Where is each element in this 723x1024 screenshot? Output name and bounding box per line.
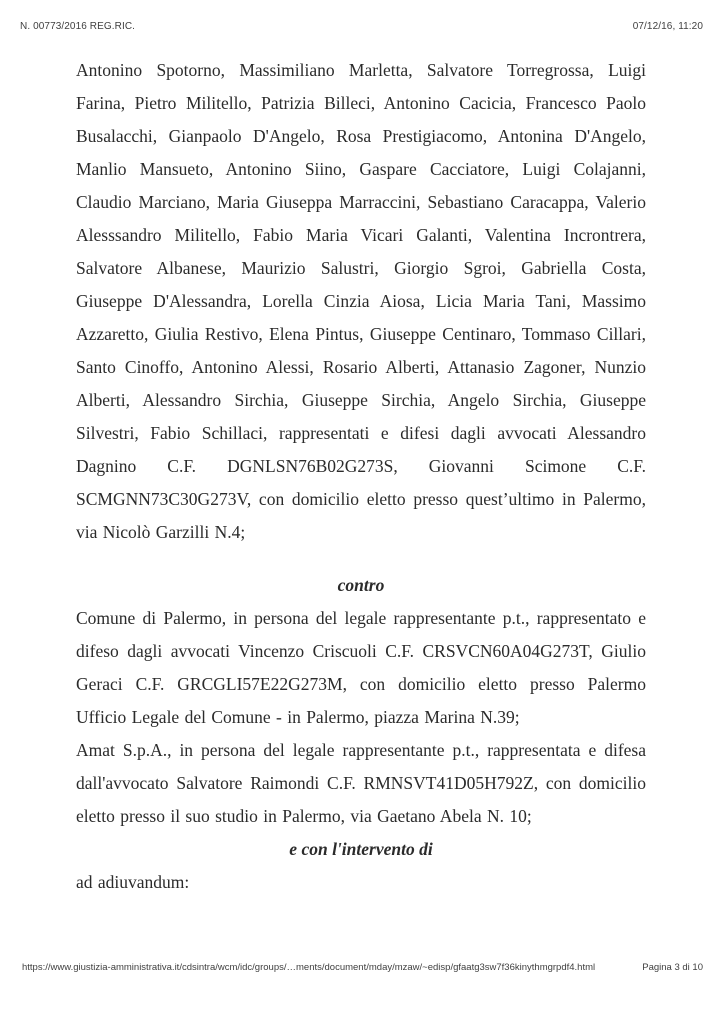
parties-appellants-paragraph: Antonino Spotorno, Massimiliano Marletta, Salvatore Torregrossa, Luigi Farina, Pietro Militello, Patrizia Billeci, Antonino Cacicia, Francesco Paolo Busalacchi, Gianpaolo D'Angelo, Rosa Prestigiacomo, Antonina D'Angelo, Manlio Mansueto, Antonino Siino, Gaspare Cacciatore, Luigi Colajanni, Claudio Marciano, Maria Giuseppa Marraccini, Sebastiano Caracappa, Valerio Alesssandro Militello, Fabio Maria Vicari Galanti, Valentina Incrontrera, Salvatore Albanese, Maurizio Salustri, Giorgio Sgroi, Gabriella Costa, Giuseppe D'Alessandra, Lorella Cinzia Aiosa, Licia Maria Tani, Massimo Azzaretto, Giulia Restivo, Elena Pintus, Giuseppe Centinaro, Tommaso Cillari, Santo Cinoffo, Antonino Alessi, Rosario Alberti, Attanasio Zagoner, Nunzio Alberti, Alessandro Sirchia, Giuseppe Sirchia, Angelo Sirchia, Giuseppe Silvestri, Fabio Schillaci, rappresentati e difesi dagli avvocati Alessandro Dagnino C.F. DGNLSN76B02G273S, Giovanni Scimone C.F. SCMGNN73C30G273V, con domicilio eletto presso quest’ultimo in Palermo, via Nicolò Garzilli N.4; [76,60,646,542]
print-header [20,21,703,32]
contro-heading: contro [337,575,385,595]
print-timestamp: 07/12/16, 11:20 [632,21,703,32]
case-registry-number: N. 00773/2016 REG.RIC. [20,21,136,32]
source-url: https://www.giustizia-amministrativa.it/cdsintra/wcm/idc/groups/…ments/document/mday/mzaw/~edisp/gfaatg3sw7f36kinythmgrpdf4.html [22,962,596,973]
page-indicator: Pagina 3 di 10 [642,962,703,973]
document-body [76,54,646,899]
respondent-comune-paragraph: Comune di Palermo, in persona del legale rappresentante p.t., rappresentato e difeso dagli avvocati Vincenzo Criscuoli C.F. CRSVCN60A04G273T, Giulio Geraci C.F. GRCGLI57E22G273M, con domicilio eletto presso Palermo Ufficio Legale del Comune - in Palermo, piazza Marina N.39; [76,608,646,727]
respondent-amat-paragraph: Amat S.p.A., in persona del legale rappresentante p.t., rappresentata e difesa dall'avvocato Salvatore Raimondi C.F. RMNSVT41D05H792Z, con domicilio eletto presso il suo studio in Palermo, via Gaetano Abela N. 10; [76,740,646,826]
intervento-heading: e con l'intervento di [289,839,433,859]
print-footer [22,962,703,973]
ad-adiuvandum-line: ad adiuvandum: [76,872,190,892]
